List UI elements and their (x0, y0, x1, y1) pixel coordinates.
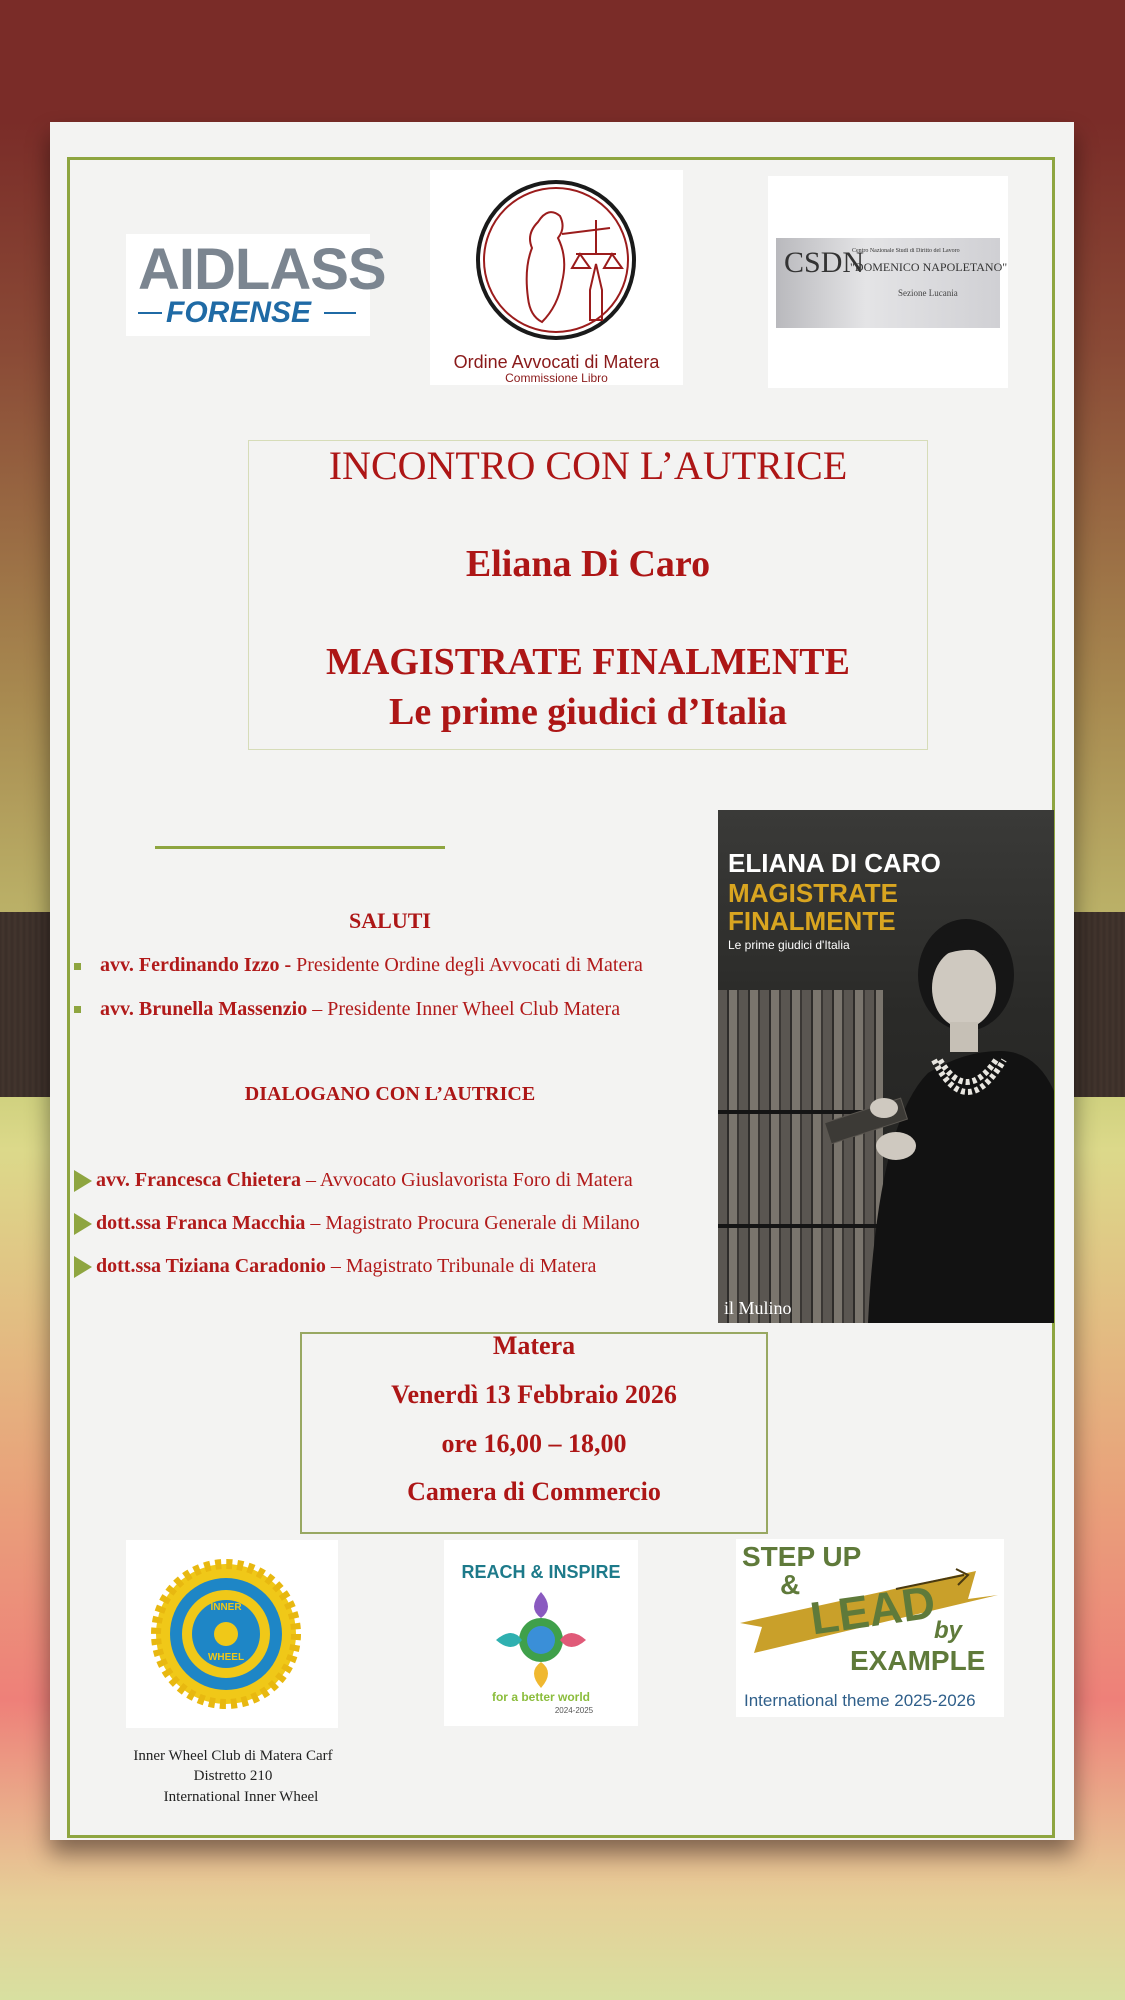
dialogano-item-sep: – (300, 1169, 320, 1191)
inner-wheel-top: INNER (210, 1602, 242, 1613)
dialogano-item (96, 1255, 596, 1278)
event-venue: Camera di Commercio (407, 1477, 661, 1506)
section-divider (155, 846, 445, 849)
step-theme: International theme 2025-2026 (744, 1691, 976, 1710)
author-name: Eliana Di Caro (465, 543, 711, 585)
saluti-item-sep: - (279, 954, 297, 976)
bullet-square-icon (74, 963, 81, 970)
step-by: by (934, 1617, 963, 1644)
step-line1: STEP UP (742, 1541, 862, 1572)
csdn-line3: Sezione Lucania (898, 288, 958, 298)
csdn-line1: Centro Nazionale Studi di Diritto del Lavoro (852, 248, 960, 254)
dialogano-item (96, 1169, 633, 1192)
bullet-arrow-icon (74, 1170, 92, 1192)
ordine-avvocati-logo (430, 170, 683, 385)
ordine-name: Ordine Avvocati di Matera (453, 352, 660, 372)
dialogano-item-sep: – (305, 1212, 326, 1234)
saluti-item-sep: – (307, 998, 328, 1020)
club-line3: International Inner Wheel (163, 1789, 319, 1805)
book-title: MAGISTRATE FINALMENTE (326, 641, 850, 683)
dialogano-item-name: avv. Francesca Chietera (96, 1169, 301, 1191)
dialogano-heading: DIALOGANO CON L’AUTRICE (244, 1083, 536, 1105)
cover-title-line2: FINALMENTE (728, 906, 896, 936)
aidlass-logo-bottom: FORENSE (166, 296, 312, 329)
dialogano-item-name: dott.ssa Franca Macchia (96, 1212, 306, 1234)
saluti-item-role: Presidente Ordine degli Avvocati di Matera (296, 954, 643, 976)
book-cover-image (718, 810, 1054, 1323)
justice-seal-icon (430, 170, 683, 340)
reach-years: 2024-2025 (554, 1706, 594, 1715)
dialogano-item-sep: – (325, 1255, 346, 1277)
saluti-item-name: avv. Brunella Massenzio (100, 998, 308, 1020)
aidlass-rule-left (138, 312, 162, 314)
inner-wheel-logo (126, 1540, 338, 1728)
cover-title-line1: MAGISTRATE (728, 878, 898, 908)
bullet-square-icon (74, 1006, 81, 1013)
club-line1: Inner Wheel Club di Matera Carf (133, 1748, 333, 1764)
aidlass-logo (126, 234, 386, 336)
csdn-line2: "DOMENICO NAPOLETANO" (850, 260, 1008, 274)
bullet-arrow-icon (74, 1213, 92, 1235)
event-time: ore 16,00 – 18,00 (441, 1429, 627, 1458)
event-city: Matera (492, 1331, 576, 1360)
dialogano-item-name: dott.ssa Tiziana Caradonio (96, 1255, 326, 1277)
dialogano-item-role: Avvocato Giuslavorista Foro di Matera (319, 1169, 633, 1191)
reach-sub: for a better world (491, 1690, 590, 1704)
saluti-item-name: avv. Ferdinando Izzo (100, 954, 280, 976)
cover-publisher: il Mulino (724, 1298, 792, 1318)
step-example: EXAMPLE (850, 1645, 986, 1676)
reach-inspire-logo (444, 1540, 638, 1726)
event-heading: INCONTRO CON L’AUTRICE (328, 443, 848, 488)
ordine-sub: Commissione Libro (505, 371, 608, 385)
club-line2: Distretto 210 (193, 1768, 273, 1784)
inner-wheel-bottom: WHEEL (207, 1652, 245, 1663)
step-up-lead-logo (736, 1539, 1004, 1717)
cover-author: ELIANA DI CARO (728, 848, 941, 878)
csdn-logo (768, 176, 1008, 388)
cover-subtitle: Le prime giudici d'Italia (728, 938, 850, 952)
event-date: Venerdì 13 Febbraio 2026 (391, 1380, 677, 1409)
step-amp: & (780, 1569, 801, 1600)
bullet-arrow-icon (74, 1256, 92, 1278)
csdn-abbr: CSDN (784, 246, 865, 279)
saluti-item-role: Presidente Inner Wheel Club Matera (327, 998, 621, 1020)
people-globe-icon (444, 1584, 638, 1694)
step-lead: LEAD (806, 1575, 939, 1645)
aidlass-rule-right (324, 312, 356, 314)
saluti-item (100, 954, 643, 977)
dialogano-item (96, 1212, 640, 1235)
book-subtitle: Le prime giudici d’Italia (389, 691, 787, 733)
saluti-item (100, 998, 620, 1021)
dialogano-item-role: Magistrato Tribunale di Matera (345, 1255, 597, 1277)
reach-title: REACH & INSPIRE (461, 1562, 621, 1582)
dialogano-item-role: Magistrato Procura Generale di Milano (325, 1212, 640, 1234)
saluti-heading: SALUTI (349, 908, 431, 933)
aidlass-logo-top: AIDLASS (138, 237, 386, 302)
wheel-emblem-icon (126, 1540, 338, 1728)
